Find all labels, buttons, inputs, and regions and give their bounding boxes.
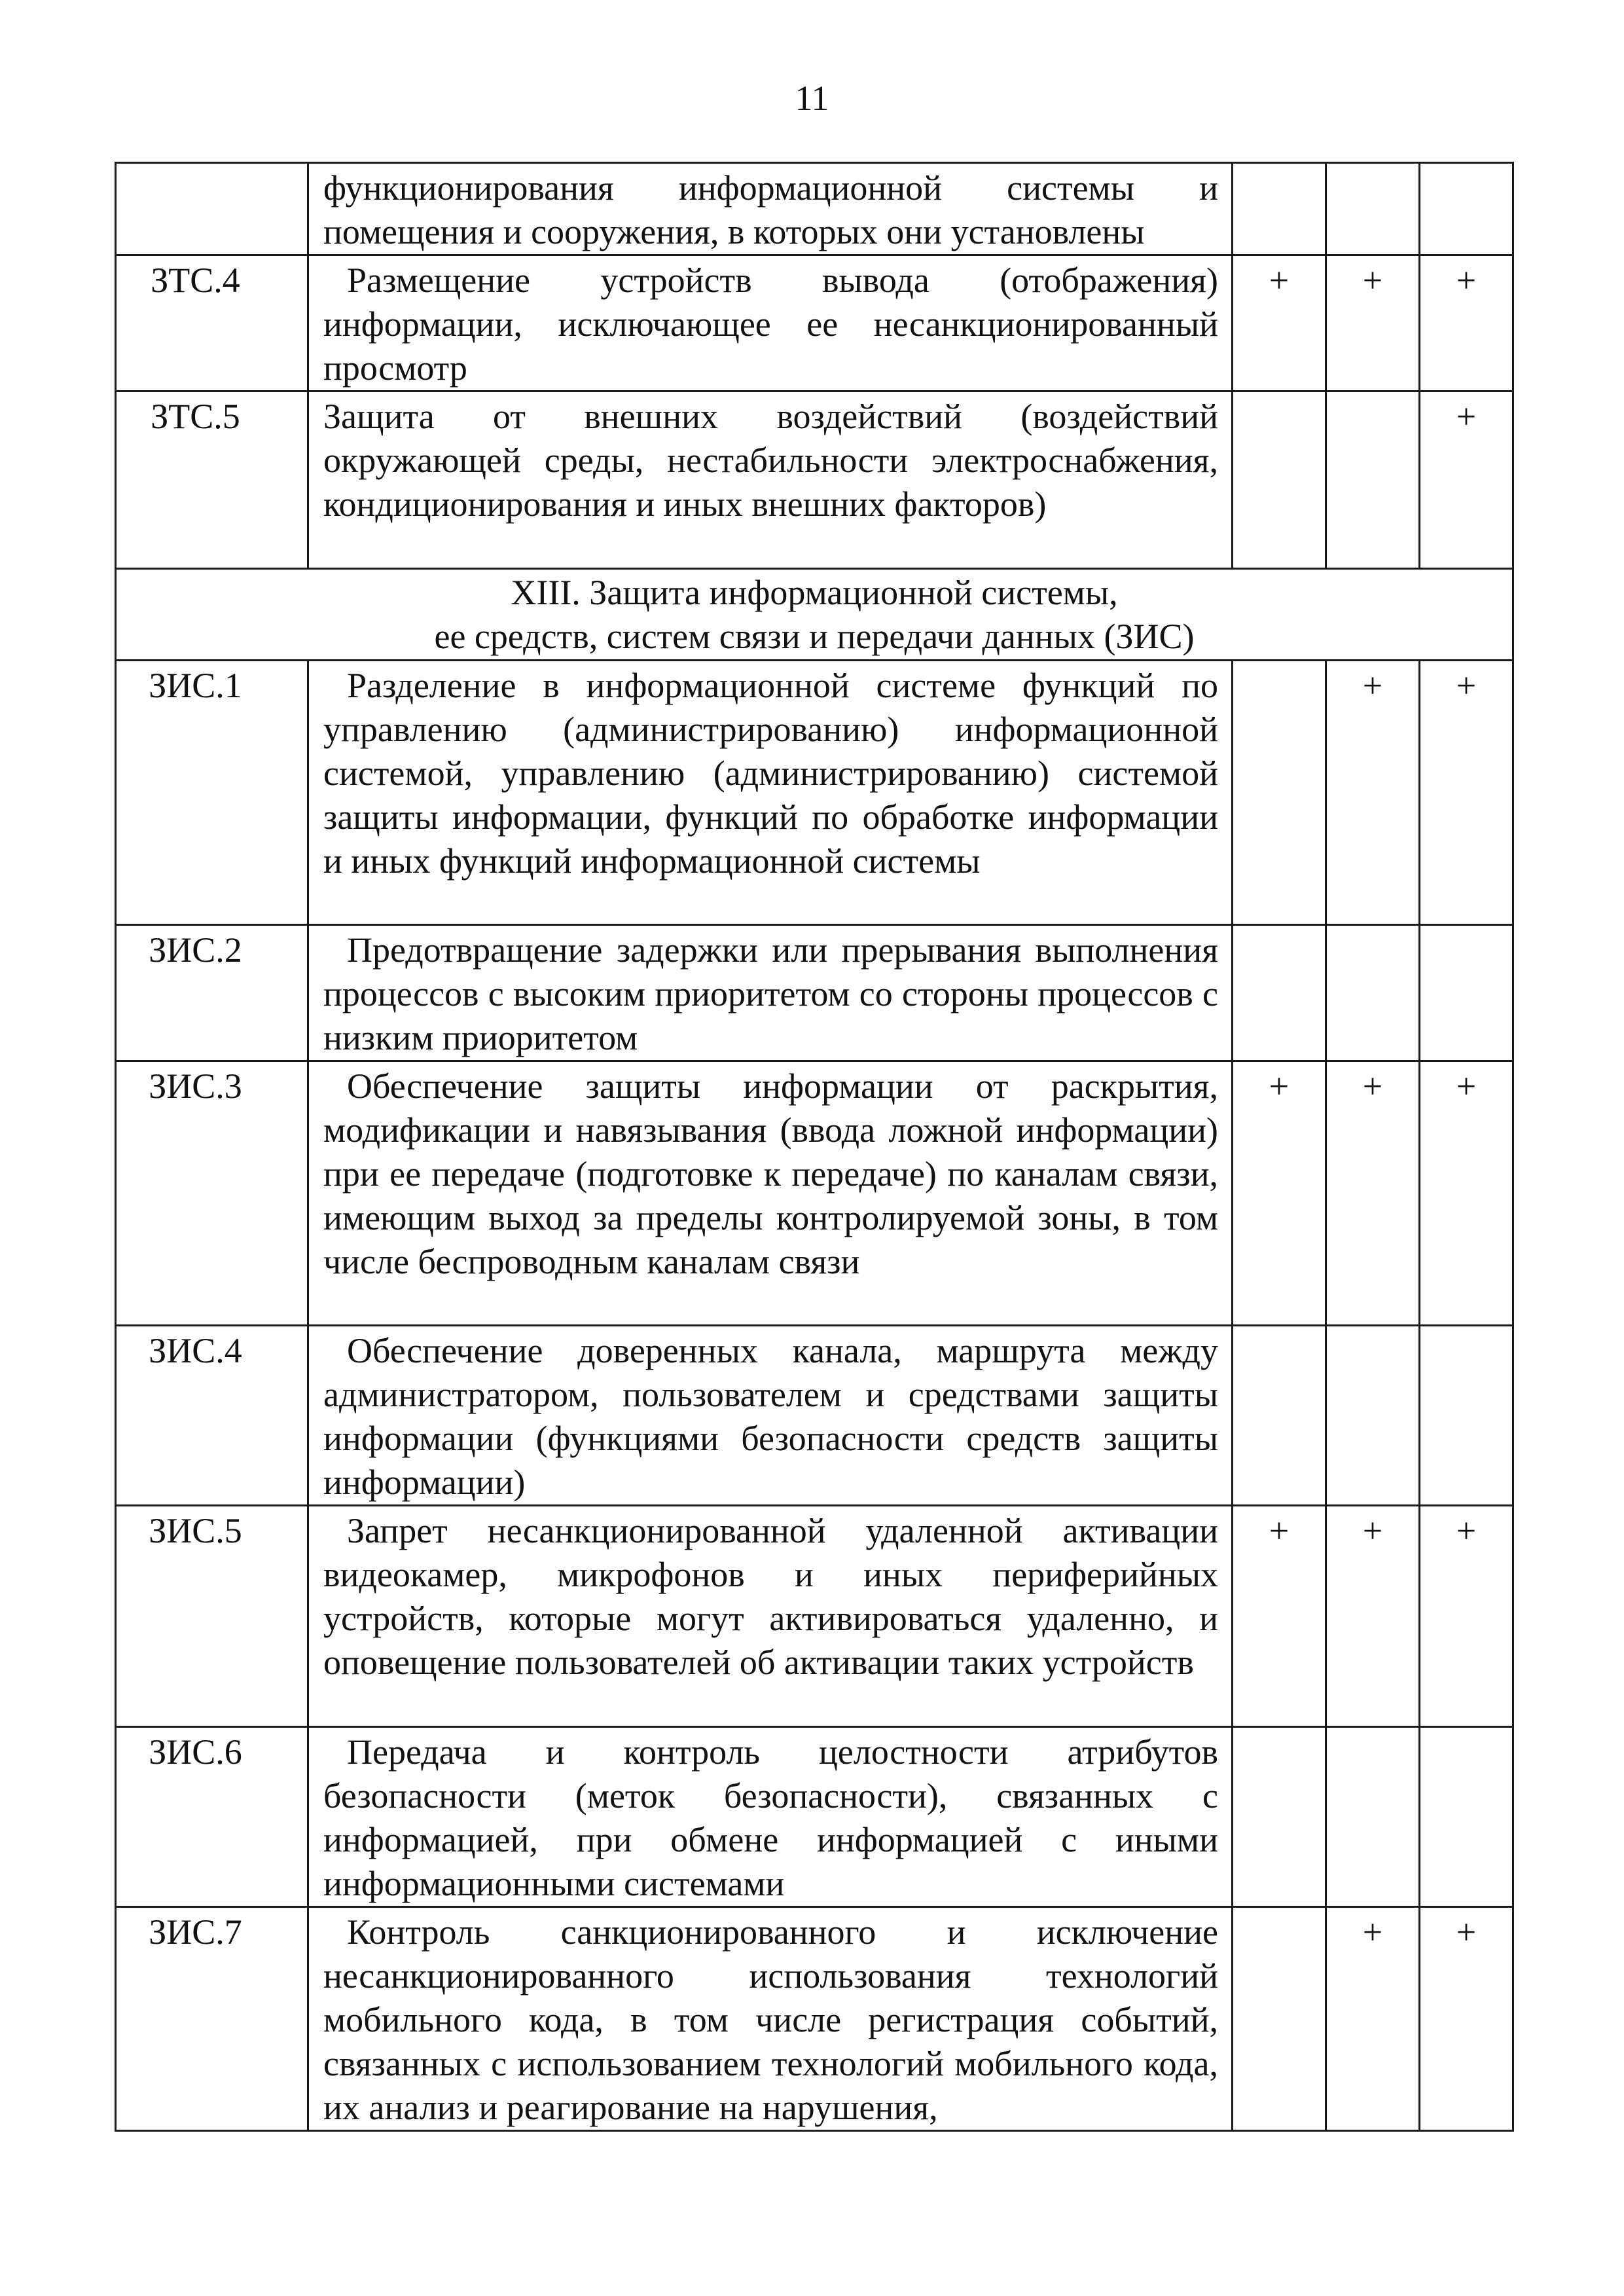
table-row xyxy=(116,925,1513,1061)
class-1-mark xyxy=(1233,1326,1326,1506)
class-3-mark xyxy=(1420,1727,1513,1907)
page-number: 11 xyxy=(795,79,829,118)
class-1-mark xyxy=(1233,1907,1326,2131)
class-1-mark xyxy=(1233,661,1326,925)
section-header xyxy=(116,569,1513,661)
table-row xyxy=(116,661,1513,925)
class-3-mark: + xyxy=(1420,255,1513,392)
class-2-mark: + xyxy=(1326,661,1420,925)
measure-description: Обеспечение защиты информации от раскрытия, модификации и навязывания (ввода ложной информации) при ее передаче (подготовке к передаче) по каналам связи, имеющим выход за пределы контролируемой зоны, в том числе беспроводным каналам связи xyxy=(308,1061,1233,1326)
measure-code xyxy=(116,163,308,255)
class-2-mark: + xyxy=(1326,1907,1420,2131)
table-row xyxy=(116,1727,1513,1907)
table-row xyxy=(116,163,1513,255)
measure-description: Обеспечение доверенных канала, маршрута между администратором, пользователем и средствами защиты информации (функциями безопасности средств защиты информации) xyxy=(308,1326,1233,1506)
class-3-mark xyxy=(1420,925,1513,1061)
class-2-mark xyxy=(1326,925,1420,1061)
measure-code: ЗИС.3 xyxy=(116,1061,308,1326)
class-3-mark: + xyxy=(1420,1061,1513,1326)
class-3-mark xyxy=(1420,163,1513,255)
class-3-mark xyxy=(1420,1326,1513,1506)
measure-code: ЗИС.2 xyxy=(116,925,308,1061)
requirements-table xyxy=(115,162,1514,2132)
class-2-mark xyxy=(1326,1727,1420,1907)
class-3-mark: + xyxy=(1420,392,1513,569)
measure-description: Передача и контроль целостности атрибутов безопасности (меток безопасности), связанных с информацией, при обмене информацией с иными информационными системами xyxy=(308,1727,1233,1907)
class-3-mark: + xyxy=(1420,1907,1513,2131)
class-1-mark xyxy=(1233,925,1326,1061)
measure-code: ЗИС.6 xyxy=(116,1727,308,1907)
table-row xyxy=(116,1506,1513,1727)
table-row xyxy=(116,1907,1513,2131)
class-1-mark xyxy=(1233,1727,1326,1907)
measure-description: Контроль санкционированного и исключение несанкционированного использования технологий мобильного кода, в том числе регистрация событий, связанных с использованием технологий мобильного кода, их анализ и реагирование на нарушения, xyxy=(308,1907,1233,2131)
measure-description: функционирования информационной системы и помещения и сооружения, в которых они установлены xyxy=(308,163,1233,255)
class-2-mark: + xyxy=(1326,255,1420,392)
class-2-mark: + xyxy=(1326,1506,1420,1727)
class-2-mark xyxy=(1326,1326,1420,1506)
table-row xyxy=(116,392,1513,569)
measure-code: ЗИС.4 xyxy=(116,1326,308,1506)
measure-code: ЗИС.7 xyxy=(116,1907,308,2131)
measure-description: Запрет несанкционированной удаленной активации видеокамер, микрофонов и иных периферийных устройств, которые могут активироваться удаленно, и оповещение пользователей об активации таких устройств xyxy=(308,1506,1233,1727)
measure-code: ЗИС.5 xyxy=(116,1506,308,1727)
class-1-mark xyxy=(1233,392,1326,569)
class-2-mark xyxy=(1326,163,1420,255)
class-1-mark: + xyxy=(1233,1061,1326,1326)
section-title-line-1: XIII. Защита информационной системы, xyxy=(511,573,1118,612)
class-1-mark: + xyxy=(1233,255,1326,392)
section-header-row xyxy=(116,569,1513,661)
table-row xyxy=(116,1326,1513,1506)
measure-description: Размещение устройств вывода (отображения) информации, исключающее ее несанкционированный просмотр xyxy=(308,255,1233,392)
measure-code: ЗИС.1 xyxy=(116,661,308,925)
section-title-line-2: ее средств, систем связи и передачи данных (ЗИС) xyxy=(434,617,1195,656)
class-1-mark xyxy=(1233,163,1326,255)
measure-description: Предотвращение задержки или прерывания выполнения процессов с высоким приоритетом со стороны процессов с низким приоритетом xyxy=(308,925,1233,1061)
measure-code: ЗТС.4 xyxy=(116,255,308,392)
class-3-mark: + xyxy=(1420,661,1513,925)
measure-code: ЗТС.5 xyxy=(116,392,308,569)
class-2-mark: + xyxy=(1326,1061,1420,1326)
class-3-mark: + xyxy=(1420,1506,1513,1727)
table-row xyxy=(116,255,1513,392)
table-row xyxy=(116,1061,1513,1326)
class-1-mark: + xyxy=(1233,1506,1326,1727)
measure-description: Разделение в информационной системе функций по управлению (администрированию) информационной системой, управлению (администрированию) системой защиты информации, функций по обработке информации и иных функций информационной системы xyxy=(308,661,1233,925)
class-2-mark xyxy=(1326,392,1420,569)
measure-description: Защита от внешних воздействий (воздействий окружающей среды, нестабильности электроснабжения, кондиционирования и иных внешних факторов) xyxy=(308,392,1233,569)
